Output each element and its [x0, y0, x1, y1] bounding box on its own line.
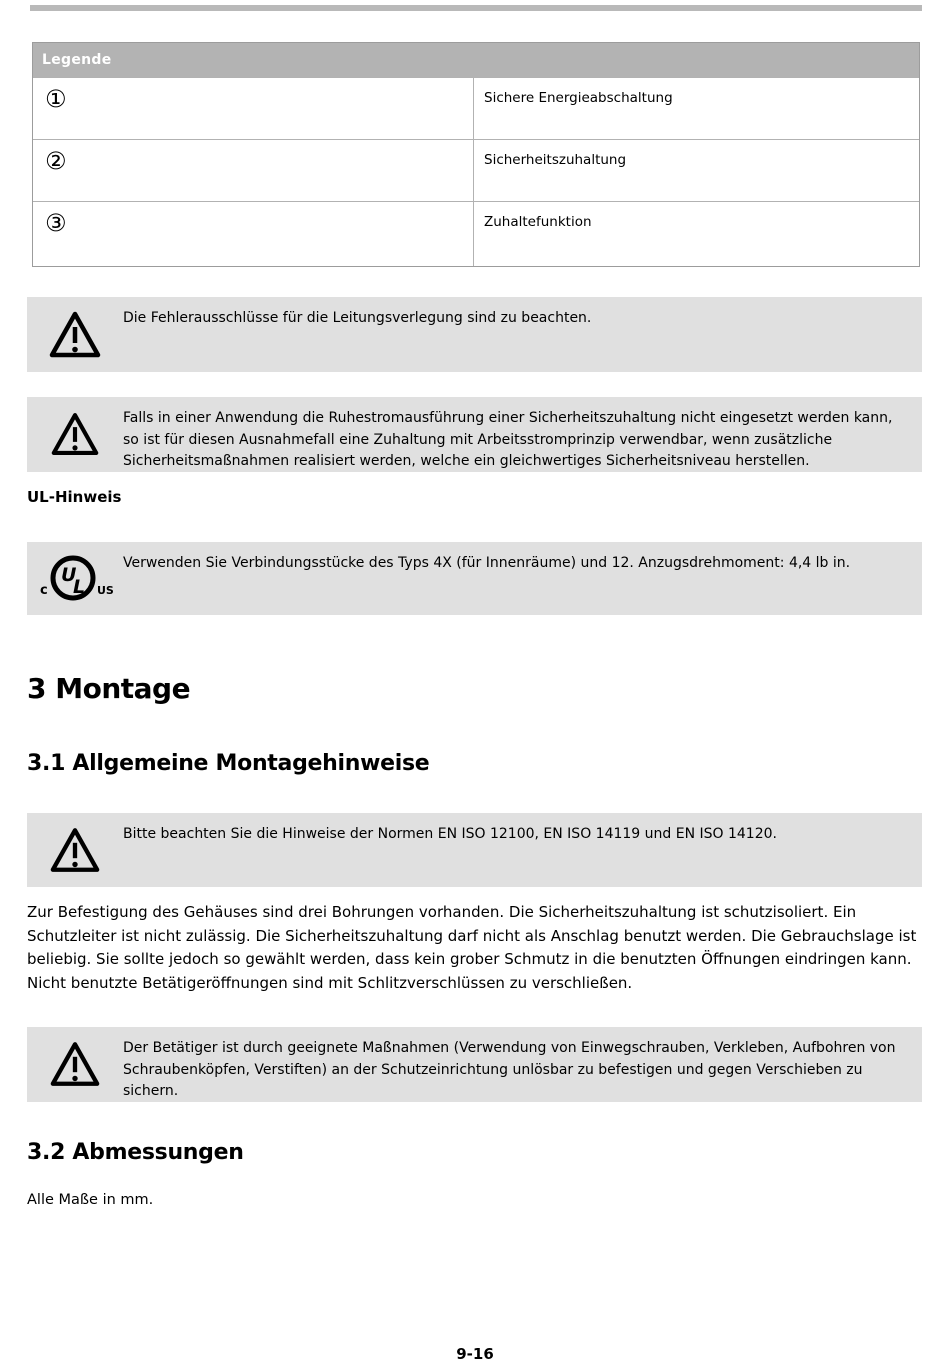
- ul-hinweis-heading: UL-Hinweis: [27, 488, 122, 506]
- legend-table-header: Legende: [33, 43, 919, 77]
- table-row: [33, 77, 919, 139]
- warning-triangle-icon: [27, 397, 123, 472]
- legend-symbol-2: ②: [33, 140, 474, 201]
- notice-text: Falls in einer Anwendung die Ruhestromausführung einer Sicherheitszuhaltung nicht eingesetzt werden kann, so ist für diesen Ausnahmefall eine Zuhaltung mit Arbeitsstromprinzip verwendbar, wenn zusätzliche Sicherheitsmaßnahmen realisiert werden, welche ein gleichwertiges Sicherheitsniveau herstellen.: [123, 410, 893, 469]
- section-heading-allgemeine-montagehinweise: 3.1 Allgemeine Montagehinweise: [27, 751, 430, 776]
- svg-text:US: US: [97, 583, 114, 597]
- notice-text: Verwenden Sie Verbindungsstücke des Typs 4X (für Innenräume) und 12. Anzugsdrehmoment: 4,4 lb in.: [123, 555, 851, 571]
- warning-triangle-icon: [27, 813, 123, 887]
- svg-text:U: U: [61, 563, 77, 586]
- legend-symbol-1: ①: [33, 78, 474, 139]
- legend-description-3: Zuhaltefunktion: [484, 214, 592, 230]
- dimensions-note: Alle Maße in mm.: [27, 1192, 154, 1208]
- notice-ul: [27, 542, 922, 615]
- legend-table: [32, 42, 920, 267]
- legend-description-2: Sicherheitszuhaltung: [484, 152, 627, 168]
- notice-standards: [27, 813, 922, 887]
- notice-working-current: [27, 397, 922, 472]
- svg-text:c: c: [40, 582, 48, 598]
- section-heading-abmessungen: 3.2 Abmessungen: [27, 1140, 244, 1165]
- cul-us-logo-icon: [27, 542, 123, 615]
- notice-wiring: [27, 297, 922, 372]
- warning-triangle-icon: [27, 297, 123, 372]
- notice-text: Der Betätiger ist durch geeignete Maßnahmen (Verwendung von Einwegschrauben, Verkleben, Aufbohren von Schraubenköpfen, Verstiften) an der Schutzeinrichtung unlösbar zu befestigen und gegen Verschieben zu sichern.: [123, 1040, 896, 1099]
- legend-symbol-3: ③: [33, 202, 474, 266]
- warning-triangle-icon: [27, 1027, 123, 1102]
- svg-text:L: L: [73, 575, 86, 598]
- legend-description-1: Sichere Energieabschaltung: [484, 90, 673, 106]
- section-heading-montage: 3 Montage: [27, 672, 191, 705]
- page-header-rule: [30, 5, 922, 11]
- notice-actuator: [27, 1027, 922, 1102]
- notice-text: Bitte beachten Sie die Hinweise der Normen EN ISO 12100, EN ISO 14119 und EN ISO 14120.: [123, 826, 777, 842]
- table-row: [33, 139, 919, 201]
- mounting-paragraph: Zur Befestigung des Gehäuses sind drei Bohrungen vorhanden. Die Sicherheitszuhaltung ist schutzisoliert. Ein Schutzleiter ist nicht zulässig. Die Sicherheitszuhaltung darf nicht als Anschlag benutzt werden. Die Gebrauchslage ist beliebig. Sie sollte jedoch so gewählt werden, dass kein grober Schmutz in die benutzten Öffnungen eindringen kann. Nicht benutzte Betätigeröffnungen sind mit Schlitzverschlüssen zu verschließen.: [27, 903, 917, 992]
- notice-text: Die Fehlerausschlüsse für die Leitungsverlegung sind zu beachten.: [123, 310, 592, 326]
- table-row: [33, 201, 919, 266]
- page-number: 9-16: [456, 1345, 494, 1363]
